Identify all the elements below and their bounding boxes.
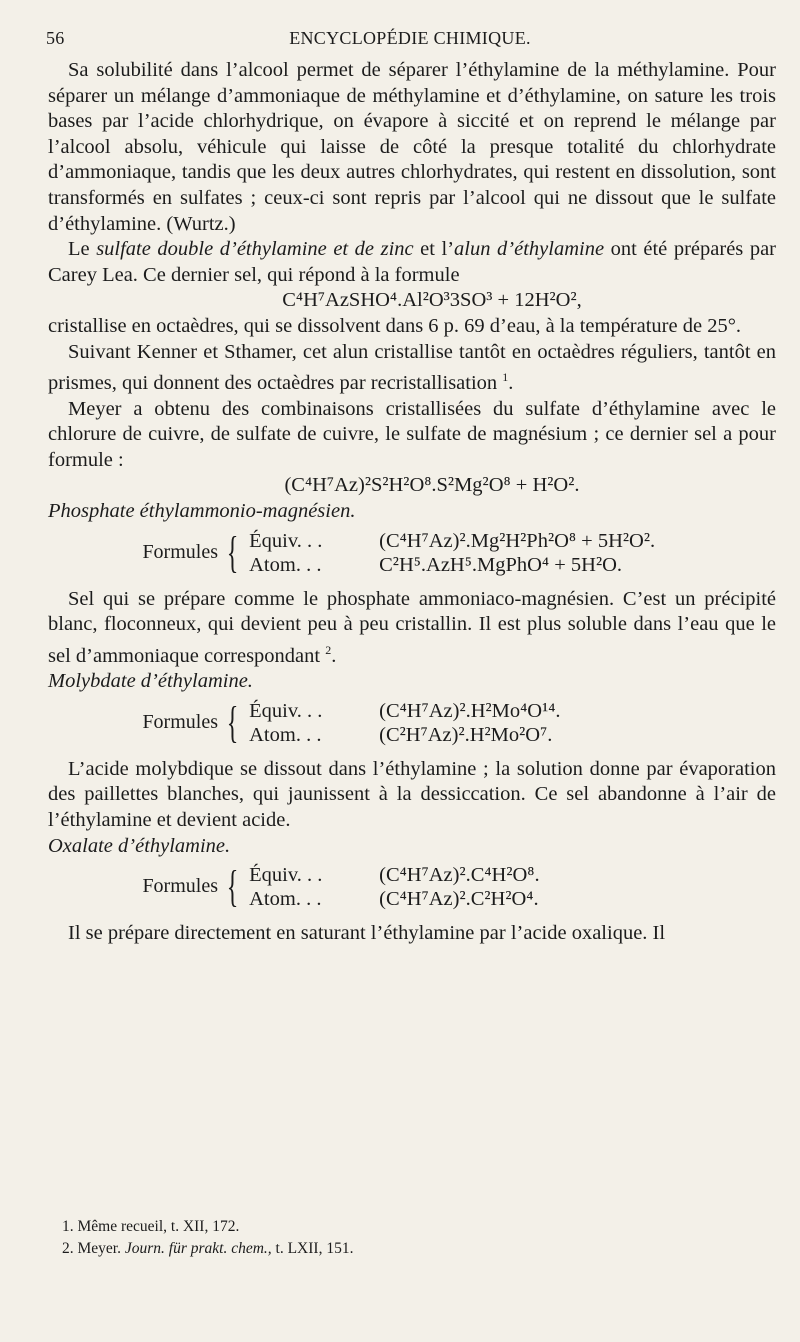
formula-value: C²H⁵.AzH⁵.MgPhO⁴ + 5H²O. — [379, 553, 623, 576]
formula-row — [249, 529, 655, 553]
running-title: ENCYCLOPÉDIE CHIMIQUE. — [289, 28, 531, 48]
formula-row — [249, 887, 539, 911]
formula: (C⁴H⁷Az)²S²H²O⁸.S²Mg²O⁸ + H²O². — [284, 474, 580, 497]
formula-key: Équiv. . . — [249, 864, 323, 887]
paragraph: cristallise en octaèdres, qui se dissolvent dans 6 p. 69 d’eau, à la température de 25°. — [48, 314, 742, 337]
formula-value: (C⁴H⁷Az)².H²Mo⁴O¹⁴. — [379, 699, 561, 722]
formula: C⁴H⁷AzSHO⁴.Al²O³3SO³ + 12H²O², — [282, 289, 582, 312]
formula-value: (C⁴H⁷Az)².C⁴H²O⁸. — [379, 864, 540, 887]
text-run: Sel qui se prépare comme le phosphate ammoniaco-magnésien. C’est un précipité blanc, floconneux, qui devient peu à peu cristallin. Il est plus soluble dans l’eau que le sel d’ammoniaque correspondant — [48, 587, 776, 667]
formula-label: Formules — [142, 875, 218, 898]
footnote — [62, 1238, 762, 1260]
formula-table — [48, 529, 776, 577]
formula-key: Atom. . . — [249, 888, 322, 911]
section-heading: Oxalate d’éthylamine. — [48, 834, 231, 857]
italic-term: sulfate double d’éthylamine et de zinc — [96, 238, 414, 261]
brace-icon: { — [226, 862, 239, 912]
formula-key: Atom. . . — [249, 553, 322, 576]
formula-value: (C⁴H⁷Az)².C²H²O⁴. — [379, 888, 539, 911]
page-body — [48, 58, 776, 947]
paragraph: L’acide molybdique se dissout dans l’éthylamine ; la solution donne par évaporation des paillettes blanches, qui jaunissent à la dessiccation. Ce sel abandonne à l’air de l’éthylamine et devient acide. — [48, 757, 776, 831]
formula-key: Équiv. . . — [249, 699, 323, 722]
page-header — [40, 28, 780, 52]
text-run: Suivant Kenner et Sthamer, cet alun cristallise tantôt en octaèdres réguliers, tantôt en prismes, qui donnent des octaèdres par recristallisation — [48, 340, 776, 394]
formula-value: (C⁴H⁷Az)².Mg²H²Ph²O⁸ + 5H²O². — [379, 529, 656, 552]
italic-term: alun d’éthylamine — [454, 238, 605, 261]
paragraph: Sa solubilité dans l’alcool permet de séparer l’éthylamine de la méthylamine. Pour séparer un mélange d’ammoniaque de méthylamine et d’éthylamine, on sature les trois bases par l’acide chlorhydrique, on évapore à siccité et on reprend le mélange par l’alcool absolu, véhicule qui laisse de côté la presque totalité du chlorhydrate d’ammoniaque, tandis que les deux autres chlorhydrates, qui restent en dissolution, sont transformés en sulfates ; ceux-ci sont repris par l’alcool qui ne dissout que le sulfate d’éthylamine. (Wurtz.) — [48, 59, 776, 235]
text-run: t. LXII, 151. — [271, 1240, 354, 1257]
formula-rows — [249, 863, 539, 911]
text-run: 2. Meyer. — [62, 1240, 125, 1257]
formula-key: Équiv. . . — [249, 529, 323, 552]
footnotes — [62, 1216, 762, 1260]
footnote-ref: 1 — [502, 370, 509, 385]
formula-rows — [249, 529, 655, 577]
formula-value: (C²H⁷Az)².H²Mo²O⁷. — [379, 723, 553, 746]
text-run: ont été préparés par Carey Lea. Ce dernier sel, qui répond à la formule — [48, 238, 776, 286]
paragraph — [48, 587, 776, 670]
section-heading: Phosphate éthylammonio-magnésien. — [48, 499, 356, 522]
text-run: Le — [68, 238, 97, 261]
paragraph — [48, 237, 776, 288]
page-number: 56 — [46, 28, 65, 48]
text-run: . — [508, 371, 514, 394]
formula-label: Formules — [142, 710, 218, 733]
text-run: . — [331, 644, 337, 667]
paragraph: Il se prépare directement en saturant l’éthylamine par l’acide oxalique. Il — [68, 922, 666, 945]
text-run: et l’ — [413, 238, 455, 261]
journal-title: Journ. für prakt. chem., — [124, 1240, 272, 1257]
formula-row — [249, 723, 560, 747]
brace-icon: { — [226, 527, 239, 577]
formula-row — [249, 863, 539, 887]
formula-key: Atom. . . — [249, 723, 322, 746]
section-heading: Molybdate d’éthylamine. — [48, 670, 253, 693]
brace-icon: { — [226, 697, 239, 747]
formula-table — [48, 699, 776, 747]
formula-row — [249, 553, 655, 577]
footnote: 1. Même recueil, t. XII, 172. — [62, 1218, 240, 1235]
formula-label: Formules — [142, 540, 218, 563]
formula-row — [249, 699, 560, 723]
paragraph — [48, 340, 776, 397]
formula-table — [48, 863, 776, 911]
formula-rows — [249, 699, 560, 747]
paragraph: Meyer a obtenu des combinaisons cristallisées du sulfate d’éthylamine avec le chlorure de cuivre, de sulfate de cuivre, le sulfate de magnésium ; ce dernier sel a pour formule : — [48, 397, 776, 471]
footnote-ref: 2 — [325, 642, 332, 657]
